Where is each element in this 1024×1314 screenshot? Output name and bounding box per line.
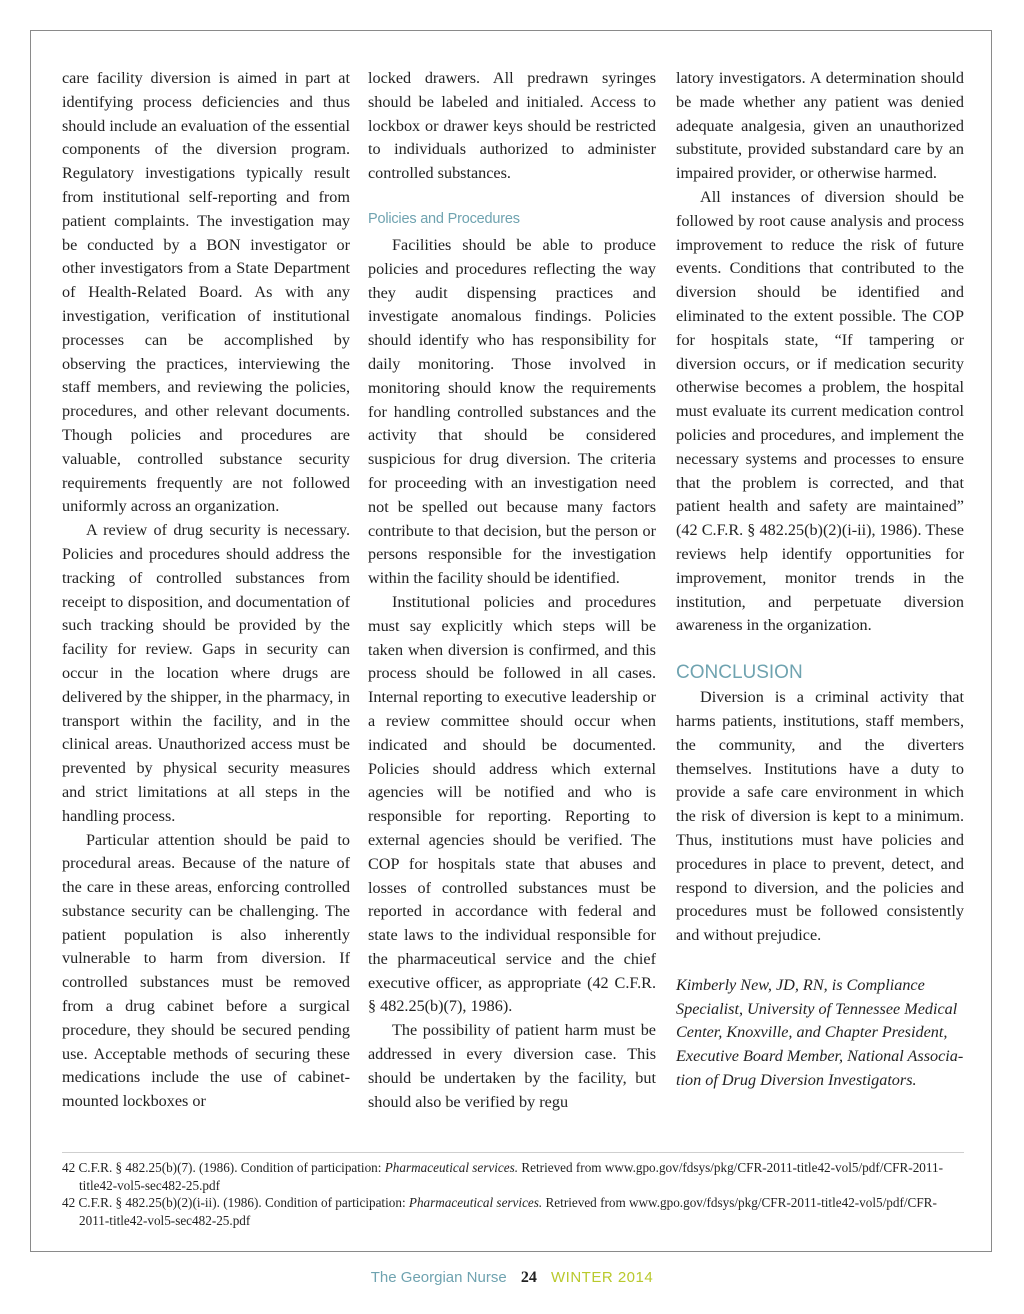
page-footer: [0, 1269, 1024, 1287]
body-paragraph: latory investigators. A determination should be made whether any patient was denied adequate analgesia, given an unauthorized substitute, provided substandard care by an impaired provider, or otherwise harmed.: [676, 69, 964, 183]
body-paragraph: Institutional policies and procedures must say explicitly which steps will be taken when diversion is confirmed, and this process should be followed in all cases. Internal reporting to executive leadership or a review committee should occur when indicated and should be documented. Policies should address which external agencies will be notified and who is responsible for reporting. Reporting to external agencies should be verified. The COP for hospitals state that abuses and losses of controlled substances must be reported in accordance with federal and state laws to the individual responsible for the pharmaceutical service and the chief executive officer, as appropriate (42 C.F.R. § 482.25(b)(7), 1986).: [368, 592, 656, 1016]
body-paragraph: Particular attention should be paid to procedural areas. Because of the nature of the care in these areas, enforcing controlled substance security can be challenging. The patient population is also inherently vulnerable to harm from diversion. If controlled substances must be removed from a drug cabinet before a surgical procedure, they should be secured pending use. Acceptable methods of securing these medications include the use of cabinet-mounted lockboxes or: [62, 830, 350, 1111]
reference-title: Pharmaceutical services.: [384, 1160, 519, 1175]
body-paragraph: All instances of diversion should be followed by root cause analysis and process improvement to reduce the risk of future events. Conditions that contributed to the diversion should be identified and eliminated to the extent possible. The COP for hospitals state, “If tampering or diversion occurs, or if medication security otherwise becomes a problem, the hospital must evaluate its current medication control policies and procedures, and implement the necessary systems and processes to ensure that the problem is corrected, and that patient health and safety are maintained” (42 C.F.R. § 482.25(b)(2)(i-ii), 1986). These reviews help identify opportunities for improvement, monitor trends in the institution, and perpetuate diversion awareness in the organization.: [676, 187, 964, 635]
body-paragraph: locked drawers. All predrawn syringes should be labeled and initialed. Access to lockbox or drawer keys should be restricted to individuals authorized to administer controlled substances.: [368, 69, 656, 183]
publication-name: The Georgian Nurse: [370, 1269, 507, 1286]
references: [62, 1159, 962, 1229]
reference-item: [62, 1194, 962, 1229]
reference-divider: [62, 1152, 964, 1153]
author-bio: Kimberly New, JD, RN, is Compliance Specialist, University of Tennessee Medical Center, Knoxville, and Chapter President, Executive Board Member, National Association of Drug Diversion Investigators.: [676, 975, 964, 1090]
body-paragraph: care facility diversion is aimed in part at identifying process deficiencies and thus should include an evaluation of the essential components of the diversion program. Regulatory investigations typically result from institutional self-reporting and from patient complaints. The investigation may be conducted by a BON investigator or other investigators from a State Department of Health-Related Board. As with any investigation, verification of institutional processes can be accomplished by observing the practices, interviewing the staff members, and reviewing the policies, procedures, and other relevant documents. Though policies and procedures are valuable, controlled substance security requirements frequently are not followed uniformly across an organization.: [62, 69, 350, 516]
column-1: [62, 67, 350, 1114]
body-paragraph: Diversion is a criminal activity that harms patients, institutions, staff members, the community, and the diverters themselves. Institutions have a duty to provide a safe care environment in which the risk of diversion is kept to a minimum. Thus, institutions must have policies and procedures in place to prevent, detect, and respond to diversion, and the policies and procedures must be followed consistently and without prejudice.: [676, 688, 964, 945]
page-number: 24: [520, 1269, 537, 1286]
column-3: [676, 67, 964, 1093]
reference-item: [62, 1159, 962, 1194]
subheading-policies: Policies and Procedures: [368, 210, 520, 227]
reference-citation: 42 C.F.R. § 482.25(b)(7). (1986). Condition of participation:: [62, 1160, 385, 1175]
issue-label: WINTER 2014: [551, 1269, 654, 1286]
body-paragraph: Facilities should be able to produce policies and procedures reflecting the way they audit dispensing practices and investigate anomalous findings. Policies should identify who has responsibility for daily monitoring. Those involved in monitoring should know the requirements for handling controlled substances and the activity that should be considered suspicious for drug diversion. The criteria for proceeding with an investigation need not be spelled out because many factors contribute to that decision, but the person or persons responsible for the investigation within the facility should be identified.: [368, 235, 656, 588]
reference-title: Pharmaceutical services.: [408, 1195, 543, 1210]
reference-url: Retrieved from www.gpo.gov/fdsys/pkg/CFR-2011-title42-vol5/pdf/CFR-2011-title42-vol5-sec482-25.pdf: [79, 1160, 943, 1193]
body-paragraph: The possibility of patient harm must be addressed in every diversion case. This should be undertaken by the facility, but should also be verified by regu: [368, 1021, 656, 1111]
body-paragraph: A review of drug security is necessary. Policies and procedures should address the tracking of controlled substances from receipt to disposition, and documentation of such tracking should be provided by the facility for review. Gaps in security can occur in the location where drugs are delivered by the shipper, in the pharmacy, in transport within the facility, and in the clinical areas. Unauthorized access must be prevented by physical security measures and strict limitations at all steps in the handling process.: [62, 521, 350, 825]
reference-url: Retrieved from www.gpo.gov/fdsys/pkg/CFR-2011-title42-vol5/pdf/CFR-2011-title42-vol5-sec482-25.pdf: [79, 1195, 937, 1228]
reference-citation: 42 C.F.R. § 482.25(b)(2)(i-ii). (1986). Condition of participation:: [62, 1195, 409, 1210]
section-heading-conclusion: CONCLUSION: [676, 662, 803, 684]
column-2: [368, 67, 656, 1114]
